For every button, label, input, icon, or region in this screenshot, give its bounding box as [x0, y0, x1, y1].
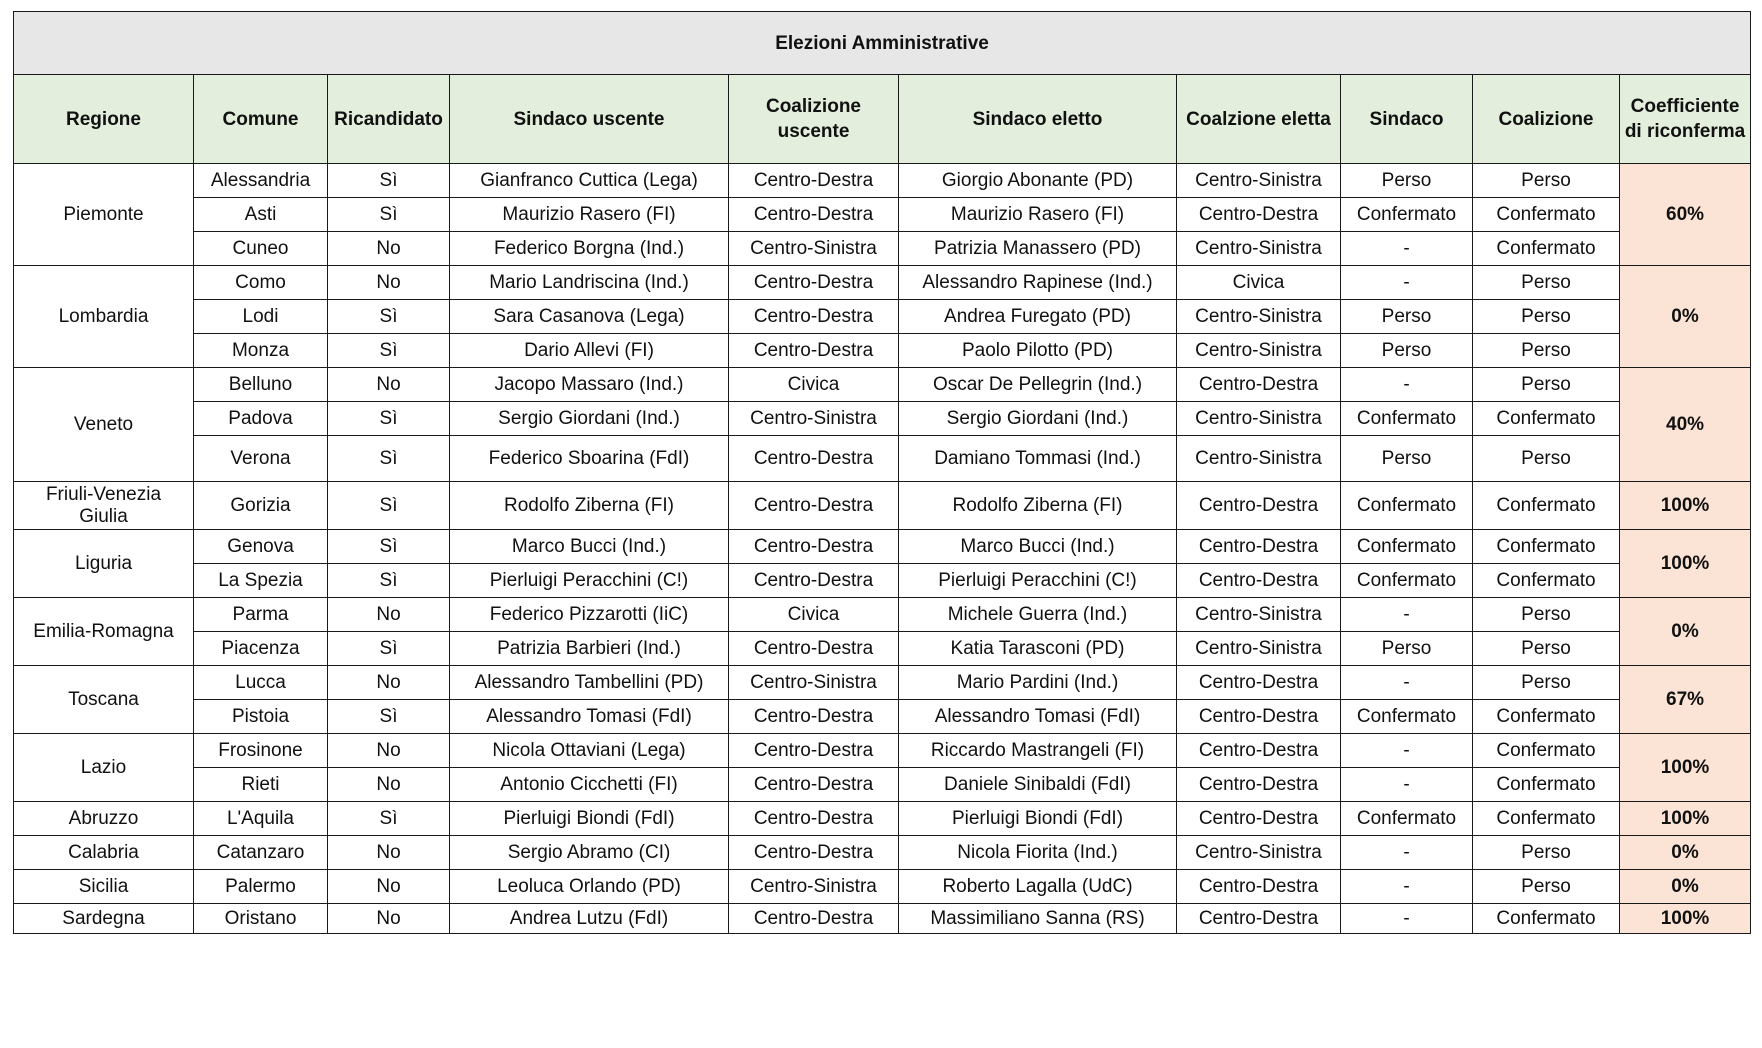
sindaco-eletto-cell: Pierluigi Biondi (FdI): [899, 802, 1177, 836]
sindaco-uscente-cell: Jacopo Massaro (Ind.): [450, 368, 729, 402]
sindaco-status-cell: Confermato: [1341, 198, 1473, 232]
coefficient-cell: 100%: [1620, 734, 1751, 802]
ricandidato-cell: Sì: [328, 700, 450, 734]
coalizione-eletta-cell: Centro-Sinistra: [1177, 232, 1341, 266]
coefficient-cell: 100%: [1620, 482, 1751, 530]
header-regione: Regione: [14, 75, 194, 164]
comune-cell: Padova: [194, 402, 328, 436]
coalizione-status-cell: Perso: [1473, 836, 1620, 870]
coalizione-eletta-cell: Centro-Destra: [1177, 768, 1341, 802]
sindaco-status-cell: Perso: [1341, 632, 1473, 666]
region-cell: Liguria: [14, 530, 194, 598]
sindaco-status-cell: -: [1341, 870, 1473, 904]
sindaco-uscente-cell: Antonio Cicchetti (FI): [450, 768, 729, 802]
table-row: [14, 700, 1751, 734]
sindaco-eletto-cell: Paolo Pilotto (PD): [899, 334, 1177, 368]
coalizione-eletta-cell: Centro-Destra: [1177, 564, 1341, 598]
sindaco-eletto-cell: Maurizio Rasero (FI): [899, 198, 1177, 232]
coalizione-uscente-cell: Centro-Destra: [729, 334, 899, 368]
coalizione-status-cell: Confermato: [1473, 768, 1620, 802]
table-row: [14, 904, 1751, 934]
comune-cell: Frosinone: [194, 734, 328, 768]
sindaco-uscente-cell: Federico Sboarina (FdI): [450, 436, 729, 482]
coalizione-eletta-cell: Centro-Sinistra: [1177, 164, 1341, 198]
table-row: [14, 164, 1751, 198]
sindaco-status-cell: -: [1341, 734, 1473, 768]
region-cell: Piemonte: [14, 164, 194, 266]
ricandidato-cell: No: [328, 768, 450, 802]
comune-cell: Verona: [194, 436, 328, 482]
coalizione-status-cell: Perso: [1473, 870, 1620, 904]
sindaco-uscente-cell: Sergio Abramo (CI): [450, 836, 729, 870]
comune-cell: Palermo: [194, 870, 328, 904]
coalizione-status-cell: Perso: [1473, 666, 1620, 700]
title-row: [14, 12, 1751, 75]
sindaco-uscente-cell: Sara Casanova (Lega): [450, 300, 729, 334]
coalizione-uscente-cell: Centro-Destra: [729, 198, 899, 232]
ricandidato-cell: No: [328, 666, 450, 700]
ricandidato-cell: No: [328, 904, 450, 934]
coalizione-eletta-cell: Centro-Destra: [1177, 368, 1341, 402]
table-row: [14, 198, 1751, 232]
comune-cell: Oristano: [194, 904, 328, 934]
sindaco-eletto-cell: Roberto Lagalla (UdC): [899, 870, 1177, 904]
sindaco-uscente-cell: Gianfranco Cuttica (Lega): [450, 164, 729, 198]
sindaco-uscente-cell: Pierluigi Peracchini (C!): [450, 564, 729, 598]
table-row: [14, 836, 1751, 870]
region-cell: Lazio: [14, 734, 194, 802]
sindaco-eletto-cell: Daniele Sinibaldi (FdI): [899, 768, 1177, 802]
comune-cell: La Spezia: [194, 564, 328, 598]
coalizione-uscente-cell: Civica: [729, 368, 899, 402]
region-cell: Sicilia: [14, 870, 194, 904]
sindaco-uscente-cell: Pierluigi Biondi (FdI): [450, 802, 729, 836]
sindaco-eletto-cell: Katia Tarasconi (PD): [899, 632, 1177, 666]
coalizione-eletta-cell: Centro-Destra: [1177, 198, 1341, 232]
region-cell: Calabria: [14, 836, 194, 870]
table-row: [14, 368, 1751, 402]
comune-cell: Parma: [194, 598, 328, 632]
table-row: [14, 870, 1751, 904]
coalizione-status-cell: Confermato: [1473, 564, 1620, 598]
comune-cell: Belluno: [194, 368, 328, 402]
coalizione-status-cell: Perso: [1473, 334, 1620, 368]
ricandidato-cell: Sì: [328, 436, 450, 482]
sindaco-status-cell: Confermato: [1341, 482, 1473, 530]
sindaco-status-cell: -: [1341, 666, 1473, 700]
coalizione-eletta-cell: Centro-Sinistra: [1177, 334, 1341, 368]
coalizione-uscente-cell: Centro-Sinistra: [729, 666, 899, 700]
sindaco-status-cell: -: [1341, 368, 1473, 402]
comune-cell: Asti: [194, 198, 328, 232]
comune-cell: Lucca: [194, 666, 328, 700]
sindaco-status-cell: -: [1341, 598, 1473, 632]
coalizione-status-cell: Confermato: [1473, 232, 1620, 266]
sindaco-eletto-cell: Patrizia Manassero (PD): [899, 232, 1177, 266]
coefficient-cell: 100%: [1620, 802, 1751, 836]
sindaco-eletto-cell: Riccardo Mastrangeli (FI): [899, 734, 1177, 768]
table-row: [14, 802, 1751, 836]
comune-cell: Cuneo: [194, 232, 328, 266]
sindaco-status-cell: Confermato: [1341, 402, 1473, 436]
coalizione-uscente-cell: Centro-Destra: [729, 734, 899, 768]
coalizione-status-cell: Confermato: [1473, 700, 1620, 734]
coalizione-status-cell: Confermato: [1473, 482, 1620, 530]
header-coalizione-eletta: Coalzione eletta: [1177, 75, 1341, 164]
coalizione-uscente-cell: Centro-Destra: [729, 436, 899, 482]
coalizione-status-cell: Perso: [1473, 300, 1620, 334]
sindaco-status-cell: -: [1341, 768, 1473, 802]
coalizione-eletta-cell: Centro-Sinistra: [1177, 632, 1341, 666]
coalizione-eletta-cell: Centro-Sinistra: [1177, 436, 1341, 482]
region-cell: Veneto: [14, 368, 194, 482]
table-title: Elezioni Amministrative: [14, 12, 1751, 75]
coalizione-status-cell: Confermato: [1473, 530, 1620, 564]
region-cell: Emilia-Romagna: [14, 598, 194, 666]
sindaco-uscente-cell: Alessandro Tambellini (PD): [450, 666, 729, 700]
coalizione-uscente-cell: Centro-Destra: [729, 904, 899, 934]
coalizione-uscente-cell: Centro-Destra: [729, 164, 899, 198]
coalizione-eletta-cell: Centro-Sinistra: [1177, 598, 1341, 632]
ricandidato-cell: Sì: [328, 402, 450, 436]
comune-cell: Piacenza: [194, 632, 328, 666]
comune-cell: Genova: [194, 530, 328, 564]
ricandidato-cell: Sì: [328, 530, 450, 564]
table-row: [14, 232, 1751, 266]
coalizione-uscente-cell: Centro-Destra: [729, 482, 899, 530]
coalizione-status-cell: Confermato: [1473, 904, 1620, 934]
coalizione-uscente-cell: Centro-Destra: [729, 700, 899, 734]
ricandidato-cell: No: [328, 870, 450, 904]
sindaco-uscente-cell: Federico Borgna (Ind.): [450, 232, 729, 266]
sindaco-uscente-cell: Dario Allevi (FI): [450, 334, 729, 368]
coalizione-eletta-cell: Civica: [1177, 266, 1341, 300]
coefficient-cell: 0%: [1620, 266, 1751, 368]
coalizione-eletta-cell: Centro-Destra: [1177, 700, 1341, 734]
sindaco-status-cell: Perso: [1341, 436, 1473, 482]
coalizione-uscente-cell: Centro-Destra: [729, 530, 899, 564]
table-row: [14, 300, 1751, 334]
coalizione-eletta-cell: Centro-Destra: [1177, 734, 1341, 768]
coalizione-eletta-cell: Centro-Destra: [1177, 904, 1341, 934]
sindaco-status-cell: Confermato: [1341, 530, 1473, 564]
coefficient-cell: 67%: [1620, 666, 1751, 734]
coefficient-cell: 60%: [1620, 164, 1751, 266]
sindaco-uscente-cell: Marco Bucci (Ind.): [450, 530, 729, 564]
comune-cell: Catanzaro: [194, 836, 328, 870]
comune-cell: Monza: [194, 334, 328, 368]
coalizione-uscente-cell: Centro-Sinistra: [729, 232, 899, 266]
coefficient-cell: 40%: [1620, 368, 1751, 482]
header-row: [14, 75, 1751, 164]
ricandidato-cell: Sì: [328, 334, 450, 368]
sindaco-status-cell: Perso: [1341, 300, 1473, 334]
coalizione-eletta-cell: Centro-Sinistra: [1177, 402, 1341, 436]
coalizione-uscente-cell: Centro-Destra: [729, 768, 899, 802]
table-row: [14, 436, 1751, 482]
region-cell: Abruzzo: [14, 802, 194, 836]
coalizione-eletta-cell: Centro-Destra: [1177, 530, 1341, 564]
table-row: [14, 768, 1751, 802]
sindaco-uscente-cell: Nicola Ottaviani (Lega): [450, 734, 729, 768]
comune-cell: Rieti: [194, 768, 328, 802]
ricandidato-cell: Sì: [328, 198, 450, 232]
sindaco-uscente-cell: Andrea Lutzu (FdI): [450, 904, 729, 934]
coalizione-eletta-cell: Centro-Destra: [1177, 802, 1341, 836]
sindaco-eletto-cell: Damiano Tommasi (Ind.): [899, 436, 1177, 482]
coalizione-status-cell: Perso: [1473, 164, 1620, 198]
table-row: [14, 666, 1751, 700]
sindaco-eletto-cell: Rodolfo Ziberna (FI): [899, 482, 1177, 530]
coalizione-uscente-cell: Centro-Destra: [729, 802, 899, 836]
sindaco-eletto-cell: Michele Guerra (Ind.): [899, 598, 1177, 632]
region-cell: Lombardia: [14, 266, 194, 368]
coalizione-status-cell: Perso: [1473, 598, 1620, 632]
ricandidato-cell: Sì: [328, 300, 450, 334]
header-ricandidato: Ricandidato: [328, 75, 450, 164]
ricandidato-cell: Sì: [328, 164, 450, 198]
coalizione-status-cell: Confermato: [1473, 734, 1620, 768]
coefficient-cell: 0%: [1620, 598, 1751, 666]
header-sindaco-eletto: Sindaco eletto: [899, 75, 1177, 164]
coalizione-uscente-cell: Centro-Destra: [729, 300, 899, 334]
table-row: [14, 266, 1751, 300]
coefficient-cell: 0%: [1620, 836, 1751, 870]
sindaco-status-cell: Perso: [1341, 334, 1473, 368]
sindaco-uscente-cell: Maurizio Rasero (FI): [450, 198, 729, 232]
sindaco-eletto-cell: Alessandro Rapinese (Ind.): [899, 266, 1177, 300]
coalizione-uscente-cell: Centro-Destra: [729, 836, 899, 870]
sindaco-eletto-cell: Nicola Fiorita (Ind.): [899, 836, 1177, 870]
sindaco-status-cell: Confermato: [1341, 802, 1473, 836]
coalizione-eletta-cell: Centro-Sinistra: [1177, 836, 1341, 870]
sindaco-uscente-cell: Leoluca Orlando (PD): [450, 870, 729, 904]
sindaco-status-cell: Perso: [1341, 164, 1473, 198]
ricandidato-cell: No: [328, 266, 450, 300]
sindaco-eletto-cell: Massimiliano Sanna (RS): [899, 904, 1177, 934]
ricandidato-cell: No: [328, 368, 450, 402]
coalizione-eletta-cell: Centro-Sinistra: [1177, 300, 1341, 334]
coalizione-uscente-cell: Centro-Sinistra: [729, 402, 899, 436]
ricandidato-cell: No: [328, 734, 450, 768]
sindaco-uscente-cell: Rodolfo Ziberna (FI): [450, 482, 729, 530]
ricandidato-cell: No: [328, 598, 450, 632]
sindaco-uscente-cell: Alessandro Tomasi (FdI): [450, 700, 729, 734]
ricandidato-cell: Sì: [328, 632, 450, 666]
comune-cell: Como: [194, 266, 328, 300]
sindaco-eletto-cell: Mario Pardini (Ind.): [899, 666, 1177, 700]
table-row: [14, 402, 1751, 436]
coefficient-cell: 0%: [1620, 870, 1751, 904]
ricandidato-cell: Sì: [328, 482, 450, 530]
header-sindaco: Sindaco: [1341, 75, 1473, 164]
coalizione-uscente-cell: Centro-Sinistra: [729, 870, 899, 904]
header-sindaco-uscente: Sindaco uscente: [450, 75, 729, 164]
coalizione-eletta-cell: Centro-Destra: [1177, 666, 1341, 700]
coalizione-uscente-cell: Centro-Destra: [729, 266, 899, 300]
sindaco-status-cell: -: [1341, 836, 1473, 870]
table-row: [14, 632, 1751, 666]
header-coalizione: Coalizione: [1473, 75, 1620, 164]
sindaco-eletto-cell: Alessandro Tomasi (FdI): [899, 700, 1177, 734]
table-row: [14, 334, 1751, 368]
region-cell: Sardegna: [14, 904, 194, 934]
coalizione-uscente-cell: Centro-Destra: [729, 632, 899, 666]
sindaco-eletto-cell: Pierluigi Peracchini (C!): [899, 564, 1177, 598]
comune-cell: L'Aquila: [194, 802, 328, 836]
coalizione-eletta-cell: Centro-Destra: [1177, 870, 1341, 904]
sindaco-eletto-cell: Sergio Giordani (Ind.): [899, 402, 1177, 436]
comune-cell: Alessandria: [194, 164, 328, 198]
coalizione-status-cell: Confermato: [1473, 402, 1620, 436]
comune-cell: Gorizia: [194, 482, 328, 530]
table-row: [14, 734, 1751, 768]
elections-table: [13, 11, 1751, 934]
sindaco-eletto-cell: Oscar De Pellegrin (Ind.): [899, 368, 1177, 402]
comune-cell: Lodi: [194, 300, 328, 334]
table-row: [14, 482, 1751, 530]
sindaco-status-cell: Confermato: [1341, 700, 1473, 734]
sindaco-status-cell: Confermato: [1341, 564, 1473, 598]
coalizione-eletta-cell: Centro-Destra: [1177, 482, 1341, 530]
coalizione-status-cell: Confermato: [1473, 198, 1620, 232]
sindaco-eletto-cell: Giorgio Abonante (PD): [899, 164, 1177, 198]
sindaco-uscente-cell: Mario Landriscina (Ind.): [450, 266, 729, 300]
ricandidato-cell: No: [328, 232, 450, 266]
coalizione-status-cell: Perso: [1473, 368, 1620, 402]
table-row: [14, 598, 1751, 632]
sindaco-eletto-cell: Andrea Furegato (PD): [899, 300, 1177, 334]
table-row: [14, 530, 1751, 564]
header-coalizione-uscente: Coalizione uscente: [729, 75, 899, 164]
header-coefficiente: Coefficiente di riconferma: [1620, 75, 1751, 164]
sindaco-uscente-cell: Patrizia Barbieri (Ind.): [450, 632, 729, 666]
region-cell: Friuli-Venezia Giulia: [14, 482, 194, 530]
coalizione-uscente-cell: Civica: [729, 598, 899, 632]
region-cell: Toscana: [14, 666, 194, 734]
sindaco-status-cell: -: [1341, 266, 1473, 300]
sindaco-status-cell: -: [1341, 904, 1473, 934]
ricandidato-cell: Sì: [328, 564, 450, 598]
sindaco-uscente-cell: Sergio Giordani (Ind.): [450, 402, 729, 436]
coefficient-cell: 100%: [1620, 904, 1751, 934]
coalizione-status-cell: Perso: [1473, 266, 1620, 300]
ricandidato-cell: Sì: [328, 802, 450, 836]
comune-cell: Pistoia: [194, 700, 328, 734]
coalizione-status-cell: Perso: [1473, 436, 1620, 482]
coefficient-cell: 100%: [1620, 530, 1751, 598]
sindaco-uscente-cell: Federico Pizzarotti (IiC): [450, 598, 729, 632]
ricandidato-cell: No: [328, 836, 450, 870]
sindaco-eletto-cell: Marco Bucci (Ind.): [899, 530, 1177, 564]
coalizione-status-cell: Confermato: [1473, 802, 1620, 836]
sindaco-status-cell: -: [1341, 232, 1473, 266]
coalizione-status-cell: Perso: [1473, 632, 1620, 666]
table-body: [14, 164, 1751, 934]
header-comune: Comune: [194, 75, 328, 164]
table-row: [14, 564, 1751, 598]
coalizione-uscente-cell: Centro-Destra: [729, 564, 899, 598]
